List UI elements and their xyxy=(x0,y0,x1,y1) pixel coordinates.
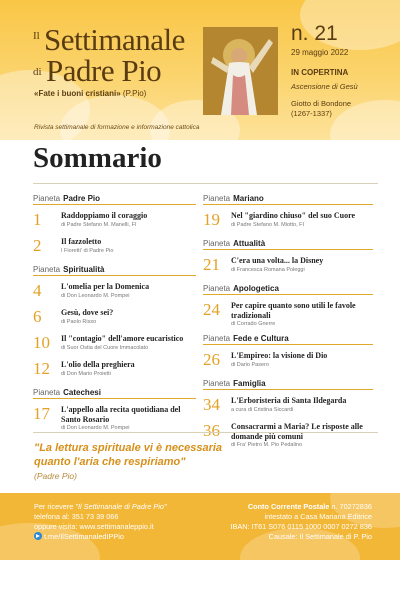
section-prefix: Pianeta xyxy=(33,194,61,203)
section-name: Attualità xyxy=(233,239,266,248)
article-author: di Padre Stefano M. Miotto, FI xyxy=(231,221,305,228)
cover-painting-image xyxy=(203,27,278,115)
section-header xyxy=(203,378,373,390)
title-divider xyxy=(33,183,378,184)
magazine-title: "Il Settimanale di Padre Pio" xyxy=(75,502,167,511)
logo-di: di xyxy=(33,66,42,78)
article-author: di Padre Stefano M. Manelli, FI xyxy=(61,221,137,228)
subscribe-prefix: Per ricevere xyxy=(34,502,74,511)
cover-artist-name: Giotto di Bondone xyxy=(291,99,352,108)
iban: IBAN: IT61 S076 0115 1000 0007 0272 836 xyxy=(230,522,372,531)
section-header xyxy=(33,193,196,205)
section-fede-e-cultura xyxy=(203,333,373,373)
logo-settimanale: Settimanale xyxy=(44,22,185,57)
article-author: di Corrado Gnerre xyxy=(231,321,276,327)
section-catechesi xyxy=(33,387,196,432)
tagline-quote: «Fate i buoni cristiani» xyxy=(34,89,121,98)
page-number: 4 xyxy=(33,281,42,300)
section-header xyxy=(203,283,373,295)
quote-line: quanto l'aria che respiriamo" xyxy=(34,456,186,468)
section-name: Fede e Cultura xyxy=(233,334,289,343)
article-title: Per capire quanto sono utili le favole tradizionali xyxy=(231,301,356,320)
section-name: Padre Pio xyxy=(63,194,101,203)
quote-line: "La lettura spirituale vi è necessaria xyxy=(34,442,223,454)
subscription-info xyxy=(34,502,167,542)
section-name: Catechesi xyxy=(63,388,101,397)
page-number: 6 xyxy=(33,307,42,326)
cover-label: IN COPERTINA xyxy=(291,68,349,77)
article-author: di Don Mario Proietti xyxy=(61,370,111,377)
section-prefix: Pianeta xyxy=(203,284,231,293)
article-author: di Don Leonardo M. Pompei xyxy=(61,425,130,431)
phone-line xyxy=(34,512,167,522)
section-name: Mariano xyxy=(233,194,264,203)
page-number: 36 xyxy=(203,421,220,440)
contents-entry[interactable] xyxy=(33,282,196,304)
ascension-painting-icon xyxy=(203,27,278,115)
logo-padre-pio: Padre Pio xyxy=(46,53,162,88)
contents-right-column xyxy=(203,193,373,454)
section-prefix: Pianeta xyxy=(203,239,231,248)
article-author: I Fioretti' di Padre Pio xyxy=(61,247,114,254)
article-title: C'era una volta... la Disney xyxy=(231,256,324,265)
contents-entry[interactable] xyxy=(203,301,373,328)
causale-value: Il Settimanale di P. Pio xyxy=(299,532,372,541)
payment-info xyxy=(231,502,372,542)
contents-entry[interactable] xyxy=(33,308,196,330)
section-header xyxy=(203,238,373,250)
contents-entry[interactable] xyxy=(33,211,196,233)
article-title: Il fazzoletto xyxy=(61,237,102,246)
article-author: di Fra' Pietro M. Pio Pedalino xyxy=(231,442,303,448)
section-apologetica xyxy=(203,283,373,328)
section-prefix: Pianeta xyxy=(33,265,61,274)
page-number: 12 xyxy=(33,359,50,378)
article-author: di Francesca Romana Poleggi xyxy=(231,266,305,273)
padre-pio-quote xyxy=(34,441,222,469)
contents-entry[interactable] xyxy=(33,405,196,432)
magazine-subtitle: Rivista settimanale di formazione e informazione cattolica xyxy=(34,124,200,131)
subscribe-line xyxy=(34,502,167,512)
cover-artist xyxy=(291,99,391,119)
contents-entry[interactable] xyxy=(203,256,373,278)
section-name: Apologetica xyxy=(233,284,279,293)
contents-entry[interactable] xyxy=(33,237,196,259)
article-author: di Paolo Risso xyxy=(61,318,97,325)
section-header xyxy=(203,193,373,205)
tagline-author: (P.Pio) xyxy=(122,89,147,98)
header-banner xyxy=(0,0,400,140)
contents-entry[interactable] xyxy=(203,422,373,449)
page-title: Sommario xyxy=(33,142,162,174)
website-label: oppure visita: xyxy=(34,522,78,531)
section-header xyxy=(203,333,373,345)
tagline xyxy=(34,89,146,98)
postal-account-number: n. 70272836 xyxy=(331,502,372,511)
section-prefix: Pianeta xyxy=(203,334,231,343)
page-number: 10 xyxy=(33,333,50,352)
page-number: 26 xyxy=(203,350,220,369)
section-mariano xyxy=(203,193,373,233)
article-title: Consacrarmi a Maria? Le risposte alle domande più comuni xyxy=(231,422,363,441)
causale-label: Causale: xyxy=(268,532,298,541)
section-name: Famiglia xyxy=(233,379,266,388)
page-number: 21 xyxy=(203,255,220,274)
contents-left-column xyxy=(33,193,196,437)
contents-entry[interactable] xyxy=(203,211,373,233)
phone-number[interactable]: 351 73 39 066 xyxy=(71,512,119,521)
section-name: Spiritualità xyxy=(63,265,105,274)
contents-entry[interactable] xyxy=(203,396,373,418)
section-prefix: Pianeta xyxy=(203,379,231,388)
section-header xyxy=(33,387,196,399)
footer-banner xyxy=(0,493,400,560)
article-title: L'omelia per la Domenica xyxy=(61,282,150,291)
page-number: 34 xyxy=(203,395,220,414)
account-holder: intestato a Casa Mariana Editrice xyxy=(264,512,372,521)
article-author: di Suor Ostia del Cuore Immacolato xyxy=(61,344,149,351)
quote-divider xyxy=(33,432,378,433)
article-title: Il "contagio" dell'amore eucaristico xyxy=(61,334,184,343)
article-title: L'Empireo: la visione di Dio xyxy=(231,351,328,360)
causale-line xyxy=(231,532,372,542)
page-number: 19 xyxy=(203,210,220,229)
website-link[interactable]: www.settimanaleppio.it xyxy=(79,522,154,531)
section-spiritualita xyxy=(33,264,196,382)
section-prefix: Pianeta xyxy=(203,194,231,203)
telegram-line[interactable] xyxy=(34,532,167,542)
page-number: 17 xyxy=(33,404,50,423)
article-title: L'appello alla recita quotidiana del Santo Rosario xyxy=(61,405,181,424)
section-padre-pio xyxy=(33,193,196,259)
article-title: L'olio della preghiera xyxy=(61,360,135,369)
page-number: 1 xyxy=(33,210,42,229)
section-prefix: Pianeta xyxy=(33,388,61,397)
phone-label: telefona al: xyxy=(34,512,70,521)
contents-entry[interactable] xyxy=(33,334,196,356)
article-title: Nel "giardino chiuso" del suo Cuore xyxy=(231,211,356,220)
telegram-icon xyxy=(34,532,42,540)
quote-author: (Padre Pio) xyxy=(34,471,77,481)
cover-artist-years: (1267-1337) xyxy=(291,109,332,118)
contents-entry[interactable] xyxy=(203,351,373,373)
article-author: di Dario Pasero xyxy=(231,361,269,368)
issue-date: 29 maggio 2022 xyxy=(291,48,349,57)
section-attualita xyxy=(203,238,373,278)
postal-account-line xyxy=(231,502,372,512)
telegram-link[interactable]: t.me/IlSettimanaledIPPio xyxy=(44,532,124,541)
postal-account-label: Conto Corrente Postale xyxy=(247,502,330,511)
page-number: 2 xyxy=(33,236,42,255)
article-title: Raddoppiamo il coraggio xyxy=(61,211,148,220)
article-title: Gesù, dove sei? xyxy=(61,308,114,317)
page-number: 24 xyxy=(203,300,220,319)
section-header xyxy=(33,264,196,276)
section-famiglia xyxy=(203,378,373,449)
article-author: a cura di Cristina Siccardi xyxy=(231,406,294,413)
article-title: L'Erboristeria di Santa Ildegarda xyxy=(231,396,347,405)
article-author: di Don Leonardo M. Pompei xyxy=(61,292,130,299)
logo-il: Il xyxy=(33,30,40,42)
issue-number: n. 21 xyxy=(291,22,338,45)
website-line xyxy=(34,522,167,532)
cover-subject: Ascensione di Gesù xyxy=(291,82,358,91)
contents-entry[interactable] xyxy=(33,360,196,382)
